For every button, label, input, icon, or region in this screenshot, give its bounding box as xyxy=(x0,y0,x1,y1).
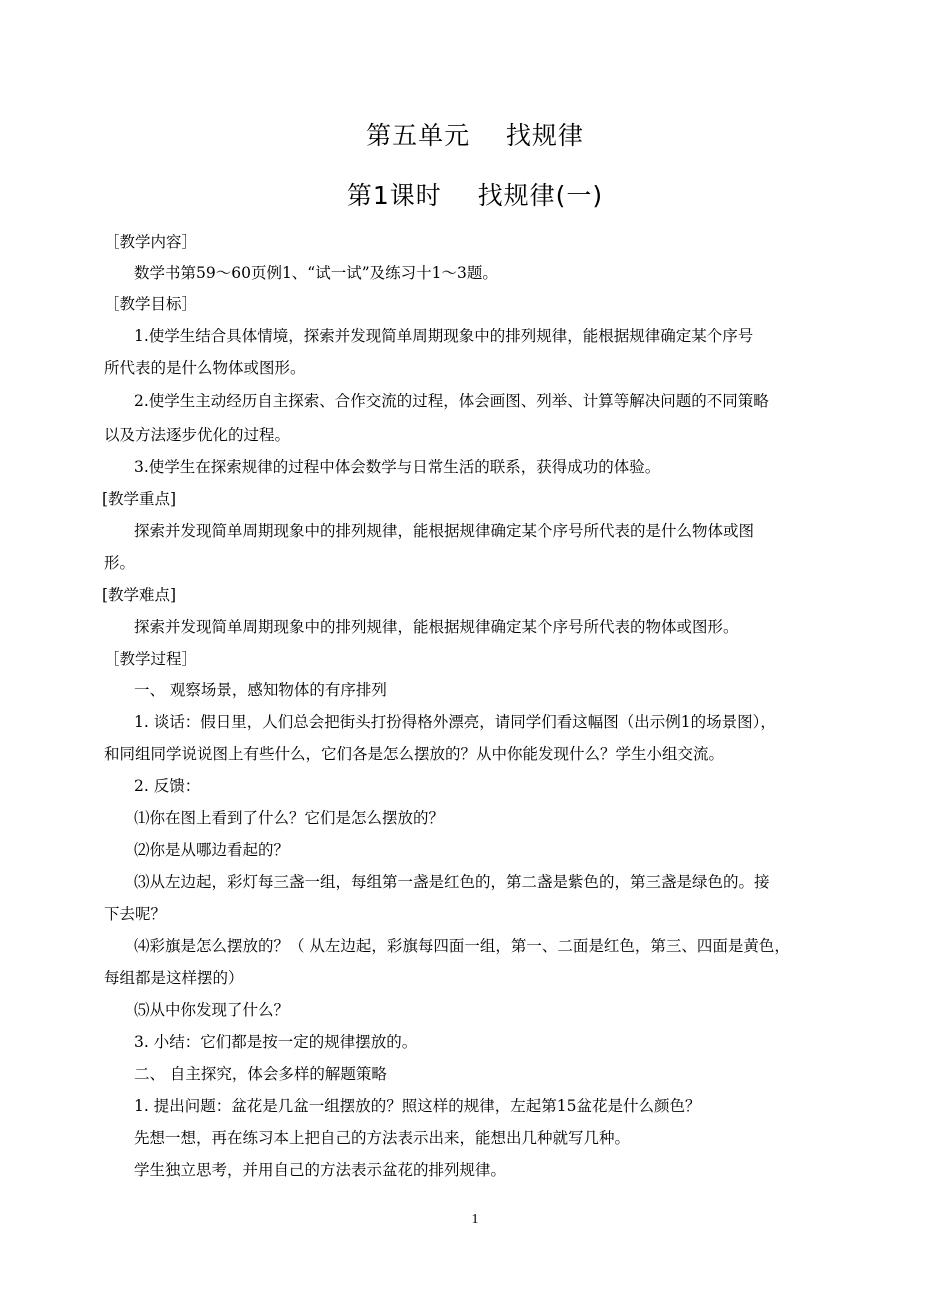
paragraph-line: 所代表的是什么物体或图形。 xyxy=(104,359,306,377)
paragraph-line: 1.使学生结合具体情境，探索并发现简单周期现象中的排列规律，能根据规律确定某个序号 xyxy=(134,327,754,345)
section-heading-key-points: [教学重点] xyxy=(102,490,177,508)
paragraph-line: 探索并发现简单周期现象中的排列规律，能根据规律确定某个序号所代表的物体或图形。 xyxy=(134,618,739,636)
unit-title: 第五单元 找规律 xyxy=(366,121,584,150)
lesson-title: 第1课时 找规律(一) xyxy=(346,181,604,210)
paragraph-line: 每组都是这样摆的） xyxy=(104,969,244,987)
paragraph-line: 学生独立思考，并用自己的方法表示盆花的排列规律。 xyxy=(134,1161,507,1179)
section-heading-process: ［教学过程］ xyxy=(104,650,198,668)
paragraph-line: 3. 小结：它们都是按一定的规律摆放的。 xyxy=(134,1033,418,1051)
paragraph-line: 以及方法逐步优化的过程。 xyxy=(104,426,291,444)
paragraph-line: 二、 自主探究，体会多样的解题策略 xyxy=(134,1065,387,1083)
paragraph-line: 下去呢？ xyxy=(104,905,167,923)
paragraph-line: 2. 反馈： xyxy=(134,777,201,795)
paragraph-line: ⑵你是从哪边看起的？ xyxy=(134,841,290,859)
section-heading-content: ［教学内容］ xyxy=(104,233,198,251)
paragraph-line: 一、 观察场景，感知物体的有序排列 xyxy=(134,681,387,699)
paragraph-line: 和同组同学说说图上有些什么，它们各是怎么摆放的？从中你能发现什么？学生小组交流。 xyxy=(104,745,725,763)
paragraph-line: ⑷彩旗是怎么摆放的？（ 从左边起，彩旗每四面一组，第一、二面是红色，第三、四面是黄色， xyxy=(134,937,790,955)
paragraph-line: 先想一想，再在练习本上把自己的方法表示出来，能想出几种就写几种。 xyxy=(134,1129,631,1147)
paragraph-line: 1. 谈话：假日里，人们总会把街头打扮得格外漂亮，请同学们看这幅图（出示例1的场景图）， xyxy=(134,713,776,731)
section-heading-difficulties: [教学难点] xyxy=(102,586,177,604)
section-heading-goals: ［教学目标］ xyxy=(104,295,198,313)
paragraph-line: ⑶从左边起，彩灯每三盏一组，每组第一盏是红色的，第二盏是紫色的，第三盏是绿色的。接 xyxy=(134,873,770,891)
paragraph-line: ⑸从中你发现了什么？ xyxy=(134,1001,290,1019)
page-number: 1 xyxy=(471,1212,479,1227)
paragraph-line: 数学书第59～60页例1、“试一试”及练习十1～3题。 xyxy=(134,264,498,282)
paragraph-line: 3.使学生在探索规律的过程中体会数学与日常生活的联系，获得成功的体验。 xyxy=(134,458,661,476)
paragraph-line: 探索并发现简单周期现象中的排列规律，能根据规律确定某个序号所代表的是什么物体或图 xyxy=(134,522,755,540)
paragraph-line: 形。 xyxy=(104,554,136,572)
paragraph-line: ⑴你在图上看到了什么？它们是怎么摆放的？ xyxy=(134,809,445,827)
paragraph-line: 2.使学生主动经历自主探索、合作交流的过程，体会画图、列举、计算等解决问题的不同策略 xyxy=(134,392,769,410)
paragraph-line: 1. 提出问题：盆花是几盆一组摆放的？照这样的规律，左起第15盆花是什么颜色？ xyxy=(134,1097,701,1115)
